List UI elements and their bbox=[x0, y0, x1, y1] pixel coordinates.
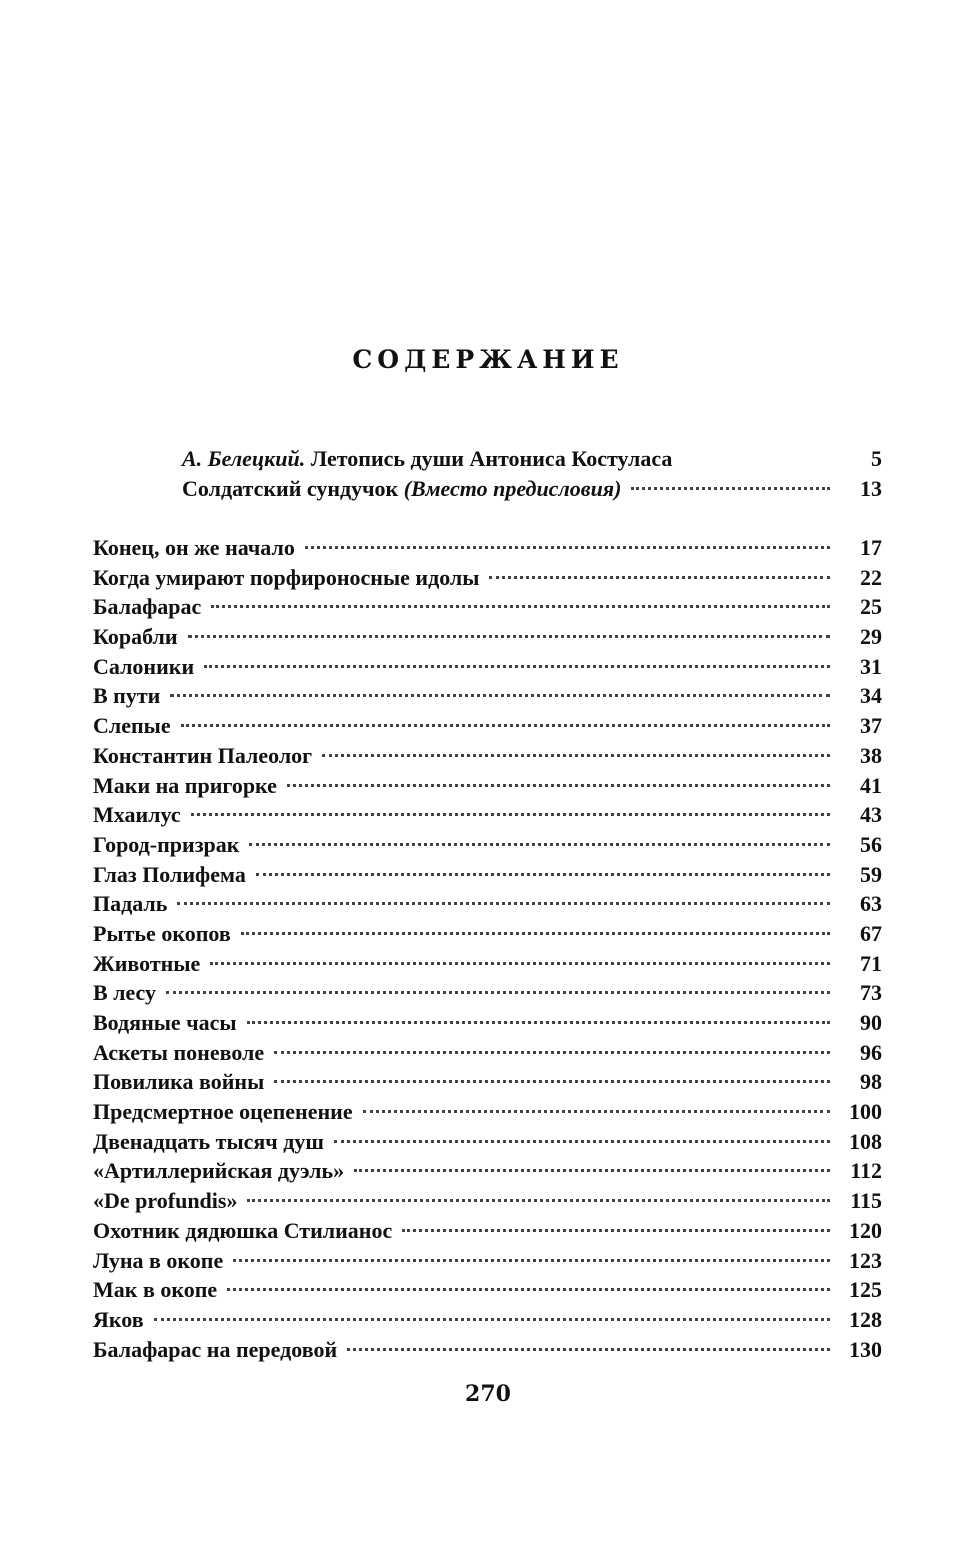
dot-leader bbox=[247, 1021, 830, 1024]
entry-title: Повилика войны bbox=[93, 1069, 265, 1095]
toc-entry[interactable] bbox=[93, 741, 882, 771]
entry-title: Когда умирают порфироносные идолы bbox=[93, 564, 480, 590]
toc-entry[interactable] bbox=[93, 771, 882, 801]
dot-leader bbox=[274, 1080, 830, 1083]
page-number: 98 bbox=[860, 1069, 882, 1095]
entry-title: Глаз Полифема bbox=[93, 861, 246, 887]
entry-title: Мак в окопе bbox=[93, 1277, 218, 1303]
dot-leader bbox=[274, 1051, 830, 1054]
toc-entry[interactable] bbox=[93, 1008, 882, 1038]
toc-entry[interactable] bbox=[93, 1275, 882, 1305]
entry-title bbox=[182, 444, 672, 473]
entry-title: Водяные часы bbox=[93, 1010, 237, 1035]
entry-title: Двенадцать тысяч душ bbox=[93, 1128, 324, 1154]
page-number: 112 bbox=[850, 1158, 882, 1184]
toc-entry[interactable] bbox=[93, 533, 882, 563]
page-number: 90 bbox=[860, 1010, 882, 1035]
page-number: 63 bbox=[860, 891, 882, 917]
dot-leader bbox=[682, 457, 830, 460]
entry-title: В пути bbox=[93, 683, 161, 709]
toc-entry[interactable] bbox=[93, 1246, 882, 1276]
dot-leader bbox=[287, 784, 830, 787]
toc-entry[interactable] bbox=[93, 711, 882, 741]
toc-entry[interactable] bbox=[182, 444, 882, 474]
entry-title: Животные bbox=[93, 950, 201, 976]
entry-title: Луна в окопе bbox=[93, 1247, 224, 1273]
dot-leader bbox=[233, 1259, 830, 1262]
page-number: 17 bbox=[860, 535, 882, 560]
toc-entry[interactable] bbox=[93, 830, 882, 860]
dot-leader bbox=[181, 724, 830, 727]
dot-leader bbox=[247, 1199, 830, 1202]
entry-title: «De profundis» bbox=[93, 1188, 238, 1214]
entry-title-text: Летопись души Антониса Костуласа bbox=[310, 446, 673, 471]
dot-leader bbox=[166, 991, 830, 994]
page-number: 125 bbox=[849, 1277, 882, 1303]
dot-leader bbox=[347, 1348, 830, 1351]
entry-title: Слепые bbox=[93, 713, 171, 739]
dot-leader bbox=[241, 932, 830, 935]
dot-leader bbox=[489, 576, 830, 579]
entry-title: В лесу bbox=[93, 980, 157, 1006]
entry-title: Корабли bbox=[93, 624, 178, 650]
page-number: 120 bbox=[849, 1217, 882, 1243]
page-number: 43 bbox=[860, 802, 882, 828]
entry-title: Балафарас bbox=[93, 594, 202, 620]
entry-title: Яков bbox=[93, 1306, 144, 1332]
entry-title: «Артиллерийская дуэль» bbox=[93, 1158, 345, 1184]
page-number: 22 bbox=[860, 564, 882, 590]
dot-leader bbox=[227, 1288, 830, 1291]
page-number: 115 bbox=[850, 1188, 882, 1214]
toc-entry[interactable] bbox=[93, 563, 882, 593]
dot-leader bbox=[305, 546, 830, 549]
toc-entry[interactable] bbox=[93, 1156, 882, 1186]
entry-title: Падаль bbox=[93, 891, 168, 917]
page-number: 5 bbox=[871, 446, 882, 471]
toc-entry[interactable] bbox=[93, 1186, 882, 1216]
entry-title: Маки на пригорке bbox=[93, 772, 277, 798]
dot-leader bbox=[188, 635, 830, 638]
entry-title bbox=[182, 474, 621, 503]
page-number: 130 bbox=[849, 1336, 882, 1362]
page-number: 37 bbox=[860, 713, 882, 739]
dot-leader bbox=[211, 605, 830, 608]
entry-title: Константин Палеолог bbox=[93, 742, 313, 768]
page-number-footer: 270 bbox=[465, 1381, 511, 1407]
toc-entry[interactable] bbox=[93, 622, 882, 652]
entry-title: Мхаилус bbox=[93, 802, 181, 828]
page-number: 38 bbox=[860, 742, 882, 768]
toc-entry[interactable] bbox=[93, 1038, 882, 1068]
toc-entry[interactable] bbox=[93, 652, 882, 682]
dot-leader bbox=[191, 813, 830, 816]
toc-entry[interactable] bbox=[182, 474, 882, 504]
entry-title: Город-призрак bbox=[93, 831, 240, 857]
page-number: 56 bbox=[860, 831, 882, 857]
dot-leader bbox=[177, 902, 830, 905]
entry-title: Охотник дядюшка Стилианос bbox=[93, 1217, 393, 1243]
toc-entry[interactable] bbox=[93, 1067, 882, 1097]
toc-entry[interactable] bbox=[93, 949, 882, 979]
dot-leader bbox=[210, 962, 830, 965]
toc-entry[interactable] bbox=[93, 919, 882, 949]
toc-entry[interactable] bbox=[93, 1335, 882, 1365]
page-number: 67 bbox=[860, 920, 882, 946]
entry-title: Аскеты поневоле bbox=[93, 1039, 265, 1065]
toc-entry[interactable] bbox=[93, 1305, 882, 1335]
entry-title: Конец, он же начало bbox=[93, 535, 295, 560]
dot-leader bbox=[256, 873, 830, 876]
entry-title: Рытье окопов bbox=[93, 920, 231, 946]
page-number: 71 bbox=[860, 950, 882, 976]
toc-entry[interactable] bbox=[93, 1127, 882, 1157]
entry-title: Балафарас на передовой bbox=[93, 1336, 338, 1362]
dot-leader bbox=[204, 665, 830, 668]
page-title: СОДЕРЖАНИЕ bbox=[352, 345, 624, 374]
entry-title-text: Солдатский сундучок bbox=[182, 476, 399, 501]
dot-leader bbox=[402, 1229, 830, 1232]
page-number: 123 bbox=[849, 1247, 882, 1273]
toc-entry[interactable] bbox=[93, 1097, 882, 1127]
entry-author: А. Белецкий. bbox=[182, 446, 306, 471]
toc-entry[interactable] bbox=[93, 889, 882, 919]
entry-title: Салоники bbox=[93, 653, 195, 679]
page-number: 108 bbox=[849, 1128, 882, 1154]
dot-leader bbox=[354, 1169, 830, 1172]
page-number: 34 bbox=[860, 683, 882, 709]
toc-entry[interactable] bbox=[93, 800, 882, 830]
page-number: 13 bbox=[860, 476, 882, 501]
dot-leader bbox=[154, 1318, 830, 1321]
dot-leader bbox=[631, 487, 830, 490]
page-number: 41 bbox=[860, 772, 882, 798]
page-number: 31 bbox=[860, 653, 882, 679]
toc-entry[interactable] bbox=[93, 681, 882, 711]
dot-leader bbox=[363, 1110, 830, 1113]
entry-title: Предсмертное оцепенение bbox=[93, 1099, 353, 1125]
page-number: 128 bbox=[849, 1306, 882, 1332]
front-matter-list bbox=[182, 444, 882, 504]
dot-leader bbox=[322, 754, 830, 757]
dot-leader bbox=[170, 694, 830, 697]
page-number: 59 bbox=[860, 861, 882, 887]
page-number: 25 bbox=[860, 594, 882, 620]
toc-entry[interactable] bbox=[93, 1216, 882, 1246]
page-number: 73 bbox=[860, 980, 882, 1006]
entry-note: (Вместо предисловия) bbox=[403, 476, 622, 501]
page-number: 100 bbox=[849, 1099, 882, 1125]
toc-entry[interactable] bbox=[93, 592, 882, 622]
dot-leader bbox=[249, 843, 830, 846]
toc-entry[interactable] bbox=[93, 978, 882, 1008]
dot-leader bbox=[334, 1140, 830, 1143]
contents-list bbox=[93, 533, 882, 1364]
page-number: 96 bbox=[860, 1039, 882, 1065]
page-number: 29 bbox=[860, 624, 882, 650]
toc-entry[interactable] bbox=[93, 860, 882, 890]
